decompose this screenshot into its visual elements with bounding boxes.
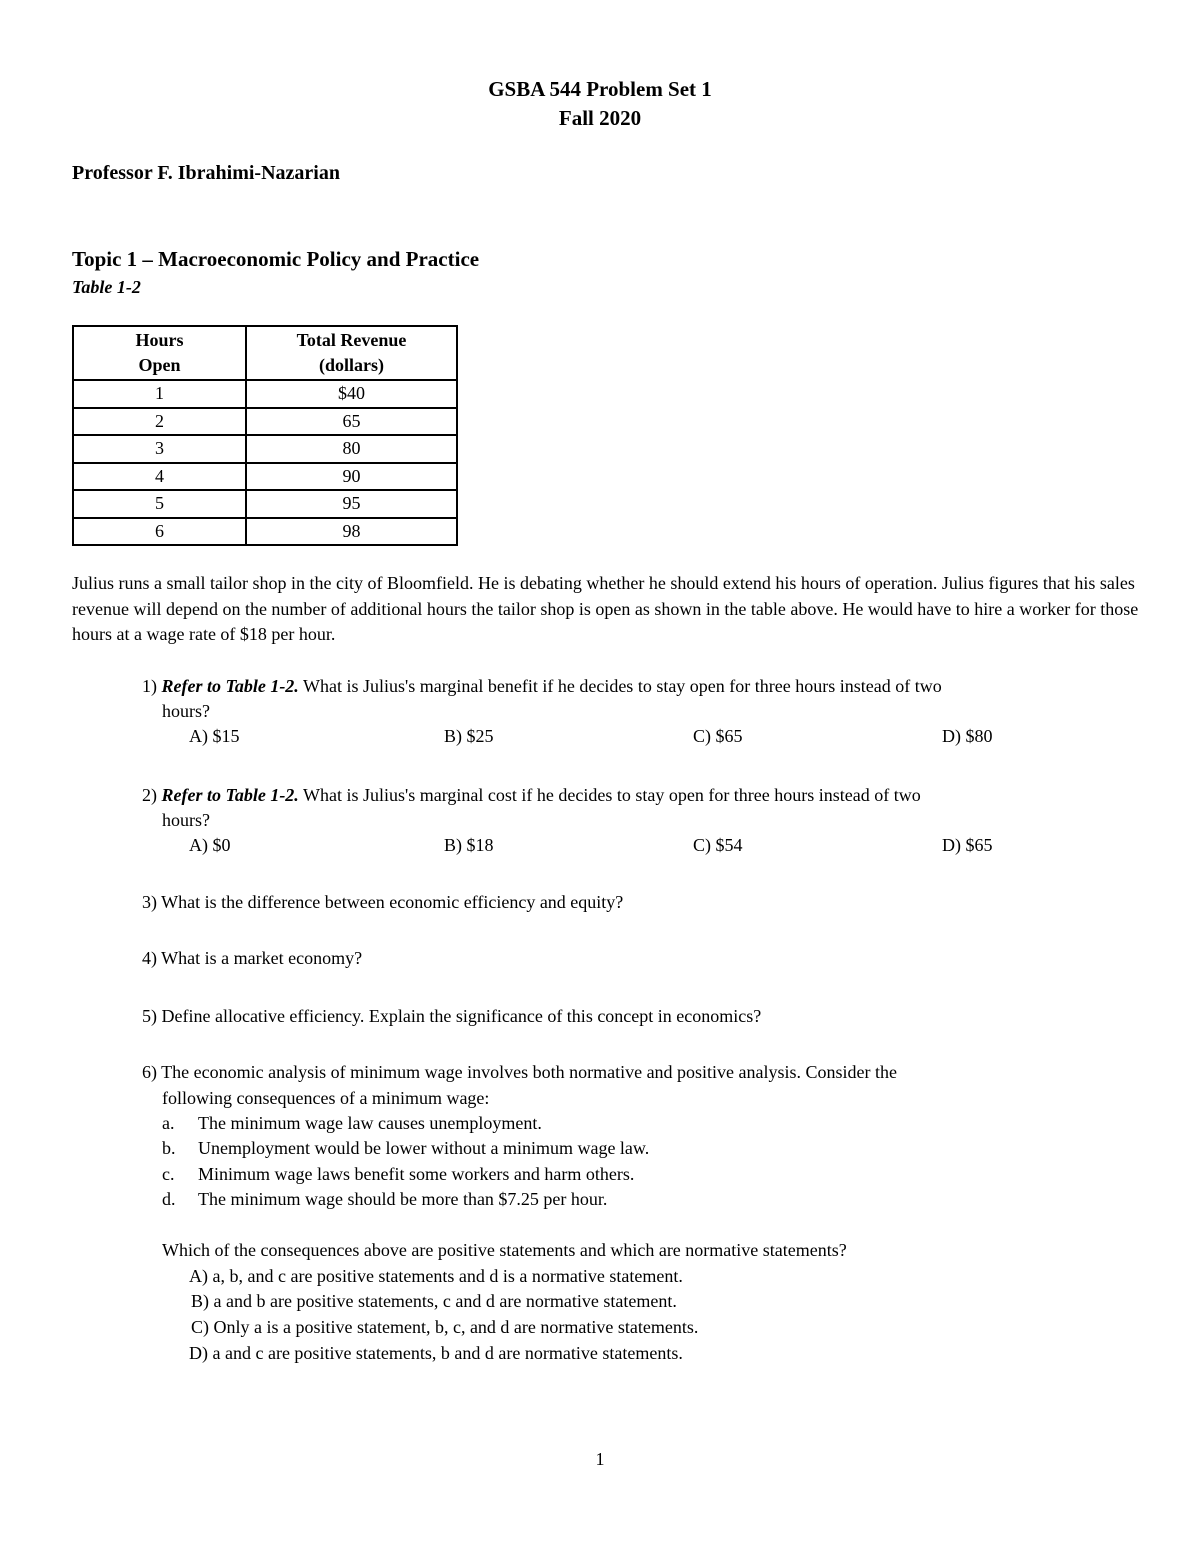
- question-6-prompt: Which of the consequences above are positive statements and which are normative statements?: [162, 1240, 847, 1260]
- cell-hours: 1: [73, 380, 246, 408]
- col-header-revenue-line1: Total Revenue: [296, 330, 407, 350]
- question-1-text: What is Julius's marginal benefit if he decides to stay open for three hours instead of two: [298, 676, 942, 696]
- q2-option-c: C) $54: [693, 835, 743, 855]
- col-header-hours: [73, 326, 246, 380]
- question-6-line1: 6) The economic analysis of minimum wage involves both normative and positive analysis. Consider the: [142, 1062, 898, 1082]
- table-row: [73, 380, 457, 408]
- col-header-revenue-line2: (dollars): [319, 355, 384, 375]
- question-3: 3) What is the difference between economic efficiency and equity?: [142, 892, 624, 912]
- question-1-line2: hours?: [162, 701, 210, 721]
- col-header-hours-line2: Open: [138, 355, 181, 375]
- cell-hours: 2: [73, 408, 246, 436]
- q2-option-b: B) $18: [444, 835, 494, 855]
- q1-option-a: A) $15: [189, 726, 240, 746]
- q6-option-d: D) a and c are positive statements, b and d are normative statements.: [189, 1343, 683, 1363]
- question-1-ref: Refer to Table 1-2.: [161, 676, 299, 696]
- cell-hours: 4: [73, 463, 246, 491]
- cell-hours: 5: [73, 490, 246, 518]
- col-header-revenue: [246, 326, 457, 380]
- q6-option-a: A) a, b, and c are positive statements and d is a normative statement.: [189, 1266, 683, 1286]
- q6-option-b: B) a and b are positive statements, c and d are normative statement.: [191, 1291, 677, 1311]
- question-2-text: What is Julius's marginal cost if he decides to stay open for three hours instead of two: [298, 785, 921, 805]
- q6-item-text: The minimum wage law causes unemployment.: [198, 1113, 542, 1133]
- question-6-line2: following consequences of a minimum wage:: [162, 1088, 490, 1108]
- document-term: Fall 2020: [558, 106, 642, 130]
- q6-item-letter: d.: [162, 1189, 176, 1209]
- q1-option-c: C) $65: [693, 726, 743, 746]
- cell-hours: 3: [73, 435, 246, 463]
- question-4: 4) What is a market economy?: [142, 948, 363, 968]
- cell-revenue: 98: [246, 518, 457, 546]
- cell-revenue: 90: [246, 463, 457, 491]
- table-row: [73, 463, 457, 491]
- question-1-line1: [142, 674, 942, 699]
- col-header-hours-line1: Hours: [135, 330, 184, 350]
- cell-revenue: 95: [246, 490, 457, 518]
- q2-option-a: A) $0: [189, 835, 231, 855]
- question-1-number: 1): [142, 676, 157, 696]
- table-header-row: [73, 326, 457, 380]
- q6-item-text: Minimum wage laws benefit some workers and harm others.: [198, 1164, 635, 1184]
- cell-revenue: 65: [246, 408, 457, 436]
- q1-option-b: B) $25: [444, 726, 494, 746]
- question-5: 5) Define allocative efficiency. Explain the significance of this concept in economics?: [142, 1006, 762, 1026]
- table-row: [73, 518, 457, 546]
- q6-item-text: The minimum wage should be more than $7.25 per hour.: [198, 1189, 608, 1209]
- professor-name: Professor F. Ibrahimi-Nazarian: [72, 162, 340, 184]
- cell-hours: 6: [73, 518, 246, 546]
- table-row: [73, 435, 457, 463]
- topic-heading: Topic 1 – Macroeconomic Policy and Practice: [72, 247, 480, 271]
- revenue-table: [72, 325, 458, 546]
- q6-item-letter: b.: [162, 1138, 176, 1158]
- question-2-line1: [142, 783, 921, 808]
- q6-item-letter: a.: [162, 1113, 175, 1133]
- table-row: [73, 408, 457, 436]
- question-2-ref: Refer to Table 1-2.: [161, 785, 299, 805]
- q6-item-letter: c.: [162, 1164, 175, 1184]
- document-title: GSBA 544 Problem Set 1: [488, 77, 712, 101]
- cell-revenue: 80: [246, 435, 457, 463]
- cell-revenue: $40: [246, 380, 457, 408]
- table-row: [73, 490, 457, 518]
- q6-item-text: Unemployment would be lower without a minimum wage law.: [198, 1138, 650, 1158]
- q2-option-d: D) $65: [942, 835, 993, 855]
- page-number: 1: [595, 1449, 605, 1469]
- question-2-number: 2): [142, 785, 157, 805]
- q6-option-c: C) Only a is a positive statement, b, c, and d are normative statements.: [191, 1317, 699, 1337]
- table-caption: Table 1-2: [72, 277, 141, 297]
- intro-paragraph: Julius runs a small tailor shop in the city of Bloomfield. He is debating whether he should extend his hours of operation. Julius figures that his sales revenue will depend on the number of additional hours the tailor shop is open as shown in the table above. He would have to hire a worker for those hours at a wage rate of $18 per hour.: [72, 573, 1139, 644]
- q1-option-d: D) $80: [942, 726, 993, 746]
- question-2-line2: hours?: [162, 810, 210, 830]
